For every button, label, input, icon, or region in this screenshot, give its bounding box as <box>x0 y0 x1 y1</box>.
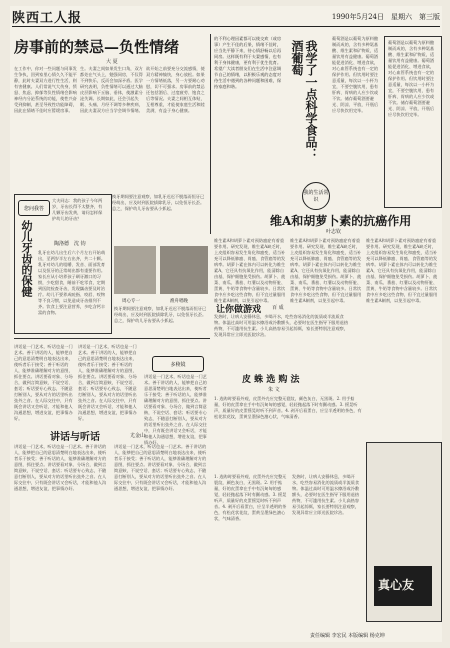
prism-badge: 多稜镜 <box>152 356 204 372</box>
photo-still-life <box>114 246 156 294</box>
ad-label: 真心友 <box>378 578 415 592</box>
lower-left-body: 换牙期间要注意观察，如乳牙迟迟不脱落而恒牙已经萌出，应及时到医院拔除乳牙，以免恒牙长歪。总之，保护幼儿牙齿要从小抓起。 <box>114 306 207 323</box>
science-title: 我学了一点科学食品：酒葡萄 <box>290 40 318 160</box>
newspaper-name: 陕西工人报 <box>12 11 83 26</box>
issue-date: 1990年5月24日 星期六 第三版 <box>331 13 440 21</box>
science-side-body: 葡萄酒是以葡萄为原料酿制而成的，含有多种氨基酸、维生素和矿物质，适量饮用有益健康。葡萄酒能促进消化、增进食欲，对心血管系统也有一定的保护作用。但饮用时要注意适量，每次以一小杯为宜，不要空腹饮用，患有肝病、胃病的人应少饮或不饮。储存葡萄酒要避光、阴凉、平放，开瓶后应尽快饮用完毕。 <box>388 40 435 117</box>
photo2-caption: 渔舟唱晚 <box>170 299 188 304</box>
lead-column-1: 在工作中，你对一些问题与同事发生争执，回到家里心情久久不能平静，此时夫妻双方进行性生活，则有害健康。人们常说气大伤身，愤怒、焦虑、抑郁等负性情绪会影响神经内分泌系统的功能，使性兴奋受到抑制，甚至导致性功能障碍，因此在情绪不佳时应暂缓房事。 <box>14 66 77 113</box>
skin-egg-title: 皮 蛛 选 购 法 <box>242 375 300 385</box>
editor-footer: 责任编辑 李宏民 本版编辑 杨克坤 <box>310 633 385 639</box>
talk-title: 讲话与听话 <box>50 432 100 443</box>
talk-column-2: 讲话是一门艺术，听话也是一门艺术。善于讲话的人，能够把自己的意思清楚明白地表达出来，使听者乐于接受；善于听话的人，能够准确理解对方的意图，抓住要点。讲话要看对象、分场合，做到言简意赅，不说空话、套话；听话要专心致志，不随意打断别人，要从对方的话里听出弦外之音。在人际交往中，只有既会讲话又会听话，才能和他人沟通思想，增进友谊，把事情办好。 <box>114 444 207 491</box>
vitamin-column-1: 维生素A和胡萝卜素对预防癌症有着重要作用。研究发现，维生素A缺乏时，上皮组织容易发生角化和癌变，适当补充可以降低肺癌、胃癌、食管癌等的发病率。胡萝卜素在体内可以转化为维生素A，它还具有抗氧化作用，能清除自由基，保护细胞免受损伤。胡萝卜、菠菜、南瓜、番茄、红薯以及动物肝脏、蛋黄、牛奶等食物中含量较多。日常饮食中应多吃这些食物，但不宜过量服用维生素A制剂，以免引起中毒。 <box>214 238 286 303</box>
fever-body: 发热时，让病人安静休息，多喝开水，吃些容易消化的流质或半流质食物。体温过高时可用温水擦浴或冷敷额头，必要时在医生指导下服用退热药物，不可滥用抗生素。小儿高热容易引起惊厥，家长要特别注意观察，发现异常应立即送医院诊治。 <box>214 314 349 337</box>
talk-column-1: 讲话是一门艺术，听话也是一门艺术。善于讲话的人，能够把自己的意思清楚明白地表达出来，使听者乐于接受；善于听话的人，能够准确理解对方的意图，抓住要点。讲话要看对象、分场合，做到言简意赅，不说空话、套话；听话要专心致志，不随意打断别人，要从对方的话里听出弦外之音。在人际交往中，只有既会讲话又会听话，才能和他人沟通思想，增进友谊，把事情办好。 <box>14 444 107 491</box>
lead-author: 大 夏 <box>106 59 118 65</box>
science-body: 葡萄酒是以葡萄为原料酿制而成的，含有多种氨基酸、维生素和矿物质，适量饮用有益健康。葡萄酒能促进消化、增进食欲，对心血管系统也有一定的保护作用。但饮用时要注意适量，每次以一小杯为宜，不要空腹饮用，患有肝病、胃病的人应少饮或不饮。储存葡萄酒要避光、阴凉、平放，开瓶后应尽快饮用完毕。 <box>332 36 379 113</box>
vitamin-column-2: 维生素A和胡萝卜素对预防癌症有着重要作用。研究发现，维生素A缺乏时，上皮组织容易发生角化和癌变，适当补充可以降低肺癌、胃癌、食管癌等的发病率。胡萝卜素在体内可以转化为维生素A，它还具有抗氧化作用，能清除自由基，保护细胞免受损伤。胡萝卜、菠菜、南瓜、番茄、红薯以及动物肝脏、蛋黄、牛奶等食物中含量较多。日常饮食中应多吃这些食物，但不宜过量服用维生素A制剂，以免引起中毒。 <box>290 238 362 303</box>
lead-headline: 房事前的禁忌—负性情绪 <box>14 38 180 56</box>
right-lower-column-2: 发热时，让病人安静休息，多喝开水，吃些容易消化的流质或半流质食物。体温过高时可用温水擦浴或冷敷额头，必要时在医生指导下服用退热药物，不可滥用抗生素。小儿高热容易引起惊厥，家长要特别注意观察，发现异常应立即送医院诊治。 <box>292 474 360 515</box>
vitamin-column-3: 维生素A和胡萝卜素对预防癌症有着重要作用。研究发现，维生素A缺乏时，上皮组织容易发生角化和癌变，适当补充可以降低肺癌、胃癌、食管癌等的发病率。胡萝卜素在体内可以转化为维生素A，它还具有抗氧化作用，能清除自由基，保护细胞免受损伤。胡萝卜、菠菜、南瓜、番茄、红薯以及动物肝脏、蛋黄、牛奶等食物中含量较多。日常饮食中应多吃这些食物，但不宜过量服用维生素A制剂，以免引起中毒。 <box>366 238 438 303</box>
children-teeth-question: 大夫同志：我的孩子今年两岁，牙齿长得不太整齐，有几颗牙齿发黄，请问怎样保护幼儿的牙齿？ <box>52 198 103 221</box>
lower-left-column-2: 讲话是一门艺术，听话也是一门艺术。善于讲话的人，能够把自己的意思清楚明白地表达出来，使听者乐于接受；善于听话的人，能够准确理解对方的意图，抓住要点。讲话要看对象、分场合，做到言简意赅，不说空话、套话；听话要专心致志，不随意打断别人，要从对方的话里听出弦外之音。在人际交往中，只有既会讲话又会听话，才能和他人沟通思想，增进友谊，把事情办好。 <box>78 344 137 421</box>
lower-left-column-3: 讲话是一门艺术，听话也是一门艺术。善于讲话的人，能够把自己的意思清楚明白地表达出来，使听者乐于接受；善于听话的人，能够准确理解对方的意图，抓住要点。讲话要看对象、分场合，做到言简意赅，不说空话、套话；听话要专心致志，不随意打断别人，要从对方的话里听出弦外之音。在人际交往中，只有既会讲话又会听话，才能和他人沟通思想，增进友谊，把事情办好。 <box>144 374 207 445</box>
vitamin-author: 叶志钦 <box>326 229 342 235</box>
children-teeth-answer: 乳牙在幼儿出生后六个月左右开始萌出，至两岁半左右出齐，共二十颗。乳牙对幼儿的咀嚼、发音、面部发育以及恒牙的正常萌出都有重要作用。家长应从小培养孩子刷牙漱口的习惯，少吃甜食，睡前不吃零食，定期到医院检查牙齿，发现龋齿要及时治疗。幼儿不要养成吮指、咬唇、咬物等不良习惯，以免造成牙齿排列不齐。饮食上要注意营养，多吃含钙丰富的食物。 <box>38 250 106 315</box>
children-teeth-title: 幼儿牙齿的保健 <box>20 220 33 297</box>
lead-column-2: 生。夫妻之间如果发生口角，双方都处在气头上，勉强同房，不仅得不到快乐，反而会加深矛盾。医学研究表明，负性情绪可以通过大脑皮层影响下丘脑、垂体，使激素分泌失调。长期如此，还会引起失眠、头痛、月经不调等多种疾病，因此夫妻双方应当学会调节情绪。 <box>80 66 143 113</box>
lead-column-4: 的不利心理因素都可以使交欢（或房事）产生不佳的后果，情绪不佳时，应当先平静下来，待心情舒畅以后再同房。这样既有利于夫妻感情，也有利于身体健康，更有利于优生优育。希望广大读者朋友们在生活中注意调节自己的情绪，以积极乐观的态度对待生活中遇到的各种问题和困难，保持家庭和谐。 <box>214 36 282 89</box>
lead-column-3: 欲开始之前要充分交流感情，使双方精神愉快，身心放松。如果一方情绪低落，另一方要耐心劝慰，切不可强求。房事前的禁忌还包括酒后、过度疲劳、饱食之后等情况。夫妻之间相互体贴，互相尊重，才能使家庭生活和睦美满，有益于身心健康。 <box>146 66 205 113</box>
fever-author: 百 成 <box>272 305 284 311</box>
newspaper-page <box>10 6 442 642</box>
fever-title: 让你做游戏 <box>216 305 262 315</box>
photo1-caption: 周心专一 <box>122 299 140 304</box>
masthead <box>12 6 440 27</box>
life-tips-badge: 我的生活常识 <box>302 182 330 210</box>
children-teeth-body: 换牙期间要注意观察，如乳牙迟迟不脱落而恒牙已经萌出，应及时到医院拔除乳牙，以免恒牙长歪。总之，保护幼儿牙齿要从小抓起。 <box>112 194 205 211</box>
lead-divider <box>210 34 211 234</box>
lower-left-column-1: 讲话是一门艺术，听话也是一门艺术。善于讲话的人，能够把自己的意思清楚明白地表达出来，使听者乐于接受；善于听话的人，能够准确理解对方的意图，抓住要点。讲话要看对象、分场合，做到言简意赅，不说空话、套话；听话要专心致志，不随意打断别人，要从对方的话里听出弦外之音。在人际交往中，只有既会讲话又会听话，才能和他人沟通思想，增进友谊，把事情办好。 <box>14 344 73 421</box>
talk-author: 尤金山 <box>130 433 146 439</box>
right-lower-column-1: 1. 选购时要看外观，皮蛋外壳应完整无裂纹，颜色灰白，无黑斑。2. 用手掂量，好的皮蛋拿在手中有沉甸甸的感觉，轻轻抛起落下时有颤动感。3. 摇晃听声，质量好的皮蛋摇晃时听不到声音。4. 剥开后看蛋白，应呈半透明的茶色，有松花状花纹，蛋黄呈墨绿色溏心状，气味清香。 <box>214 474 287 521</box>
children-teeth-author: 陶洛德 沈 钧 <box>54 241 86 247</box>
skin-egg-body: 1. 选购时要看外观，皮蛋外壳应完整无裂纹，颜色灰白，无黑斑。2. 用手掂量，好的皮蛋拿在手中有沉甸甸的感觉，轻轻抛起落下时有颤动感。3. 摇晃听声，质量好的皮蛋摇晃时听不到声音。4. 剥开后看蛋白，应呈半透明的茶色，有松花状花纹，蛋黄呈墨绿色溏心状，气味清香。 <box>214 396 362 419</box>
skin-egg-author: 朱 文 <box>268 387 280 393</box>
qa-badge: 您问我答 <box>18 200 50 216</box>
lower-section-rule <box>14 338 210 339</box>
vitamin-headline: 维A和胡萝卜素的抗癌作用 <box>270 214 412 228</box>
photo-night <box>160 246 208 294</box>
